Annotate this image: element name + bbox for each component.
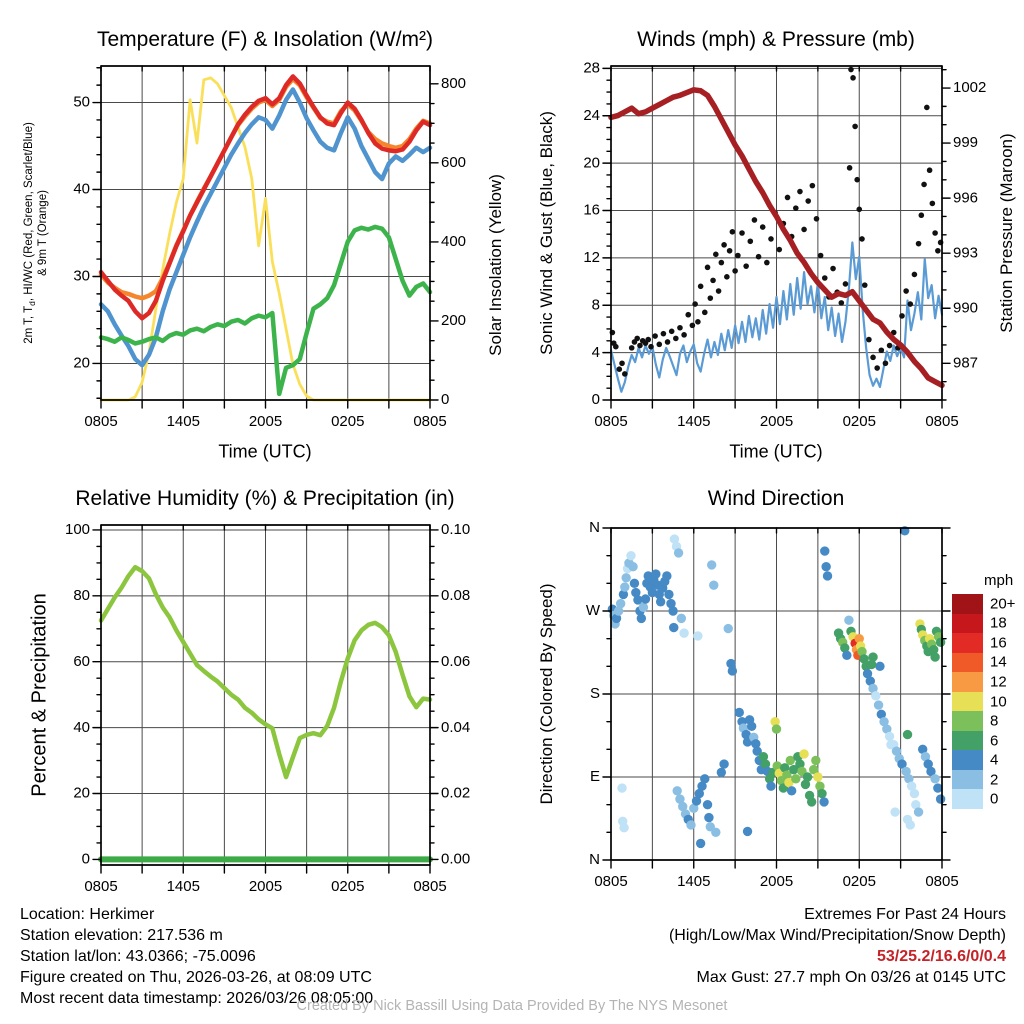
colorbar-bin-label: 8 [990, 712, 999, 730]
winds-xaxis-label: Time (UTC) [729, 441, 823, 462]
colorbar-bin-label: 4 [990, 751, 999, 769]
colorbar-swatch [952, 789, 983, 809]
figure-created-timestamp: Figure created on Thu, 2026-03-26, at 08:09 UTC [20, 969, 372, 986]
colorbar-bin-label: 14 [990, 653, 1007, 671]
colorbar-bin-label: 0 [990, 790, 999, 808]
extremes-values: 53/25.2/16.6/0/0.4 [877, 948, 1006, 965]
colorbar-swatch [952, 711, 983, 731]
colorbar-swatch [952, 731, 983, 751]
station-elevation: Station elevation: 217.536 m [20, 927, 223, 944]
speed-colorbar [952, 594, 983, 809]
speed-colorbar-labels [990, 594, 1024, 809]
pressure-yaxis-right-label: Station Pressure (Maroon) [997, 133, 1016, 333]
most-recent-data-timestamp: Most recent data timestamp: 2026/03/26 08:05:00 [20, 990, 374, 1007]
colorbar-swatch [952, 770, 983, 790]
max-gust-line: Max Gust: 27.7 mph On 03/26 at 0145 UTC [696, 969, 1006, 986]
credit-line: Created By Nick Bassill Using Data Provided By The NYS Mesonet [296, 998, 728, 1014]
extremes-subheading: (High/Low/Max Wind/Precipitation/Snow Depth) [668, 927, 1006, 944]
direction-yaxis-left-label: Direction (Colored By Speed) [537, 583, 556, 805]
station-location: Location: Herkimer [20, 906, 155, 923]
colorbar-bin-label: 16 [990, 634, 1007, 652]
colorbar-title: mph [984, 572, 1014, 589]
station-info-block [20, 904, 373, 1009]
colorbar-swatch [952, 653, 983, 673]
colorbar-bin-label: 12 [990, 673, 1007, 691]
colorbar-bin-label: 20+ [990, 595, 1016, 613]
temperature-chart-title: Temperature (F) & Insolation (W/m²) [96, 28, 434, 51]
winds-chart-title: Winds (mph) & Pressure (mb) [637, 28, 915, 51]
colorbar-swatch [952, 692, 983, 712]
colorbar-swatch [952, 614, 983, 634]
temperature-ylabel-part1: 2m T, T [23, 305, 35, 344]
station-latlon: Station lat/lon: 43.0366; -75.0096 [20, 948, 256, 965]
extremes-block [669, 904, 1006, 988]
wind-yaxis-left-label: Sonic Wind & Gust (Blue, Black) [537, 111, 556, 355]
wind-direction-chart-title: Wind Direction [707, 487, 845, 510]
temperature-xaxis-label: Time (UTC) [218, 441, 312, 462]
temperature-ylabel-part2: , HI/WC (Red, Green, Scarlet/Blue) [23, 122, 35, 302]
temperature-yaxis-left-label [22, 122, 50, 344]
temperature-ylabel-line2: & 9m T (Orange) [37, 190, 49, 276]
extremes-heading: Extremes For Past 24 Hours [804, 906, 1006, 923]
colorbar-bin-label: 6 [990, 732, 999, 750]
humidity-chart-title: Relative Humidity (%) & Precipitation (in) [75, 487, 455, 510]
colorbar-bin-label: 10 [990, 693, 1007, 710]
insolation-yaxis-right-label: Solar Insolation (Yellow) [486, 174, 505, 356]
temperature-ylabel-subscript: d [27, 301, 37, 306]
colorbar-bin-label: 2 [990, 771, 999, 789]
colorbar-swatch [952, 594, 983, 614]
colorbar-swatch [952, 672, 983, 692]
humidity-yaxis-left-label: Percent & Precipitation [28, 593, 51, 797]
colorbar-swatch [952, 750, 983, 770]
colorbar-bin-label: 18 [990, 614, 1007, 632]
colorbar-swatch [952, 633, 983, 653]
